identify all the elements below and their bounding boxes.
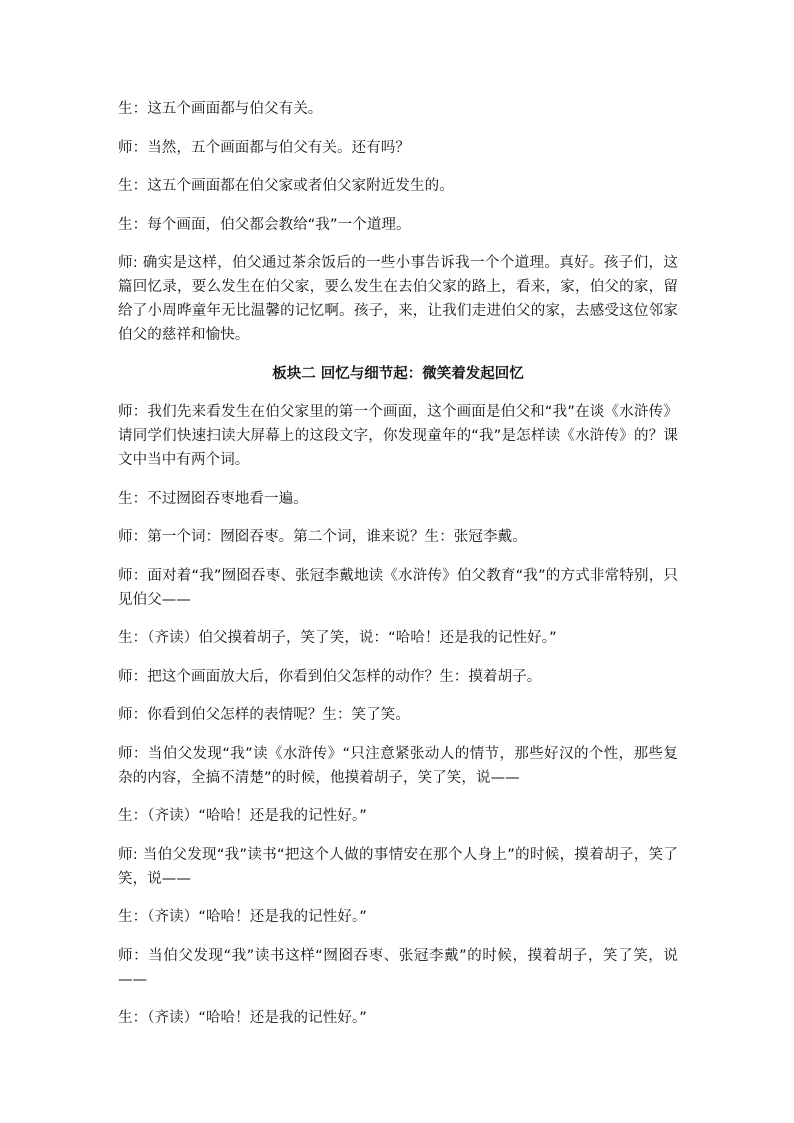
paragraph-1: 生：这五个画面都与伯父有关。	[118, 101, 323, 117]
paragraph-14: 生：（齐读）“哈哈！还是我的记性好。”	[118, 808, 367, 824]
paragraph-15: 师: 当伯父发现“我”读书“把这个人做的事情安在那个人身上”的时候，摸着胡子，笑了笑，说——	[118, 846, 678, 887]
paragraph-18: 生：（齐读）“哈哈！还是我的记性好。”	[118, 1010, 367, 1026]
paragraph-6: 师：我们先来看发生在伯父家里的第一个画面，这个画面是伯父和“我”在谈《水浒传》请同学们快速扫读大屏幕上的这段文字，你发现童年的“我”是怎样读《水浒传》的？课文中当中有两个词。	[118, 404, 678, 468]
section-heading: 板块二 回忆与细节起：微笑着发起回忆	[272, 365, 524, 382]
paragraph-5: 师: 确实是这样，伯父通过茶余饭后的一些小事告诉我一个个道理。真好。孩子们，这篇回忆录，要么发生在伯父家，要么发生在去伯父家的路上，看来，家，伯父的家，留给了小周晔童年无比温馨的记忆啊。孩子，来，让我们走进伯父的家，去感受这位邻家伯父的慈祥和愉快。	[118, 255, 678, 343]
paragraph-3: 生：这五个画面都在伯父家或者伯父家附近发生的。	[118, 178, 454, 194]
paragraph-12: 师：你看到伯父怎样的表情呢？生：笑了笑。	[118, 707, 410, 723]
paragraph-17: 师：当伯父发现“我”读书这样“囫囵吞枣、张冠李戴”的时候，摸着胡子，笑了笑，说——	[118, 947, 678, 988]
paragraph-8: 师：第一个词：囫囵吞枣。第二个词，谁来说？生：张冠李戴。	[118, 529, 527, 545]
paragraph-11: 师：把这个画面放大后，你看到伯父怎样的动作？生：摸着胡子。	[118, 668, 542, 685]
paragraph-2: 师：当然，五个画面都与伯父有关。还有吗？	[118, 139, 410, 156]
paragraph-4: 生：每个画面，伯父都会教给“我”一个道理。	[118, 216, 411, 233]
paragraph-10: 生：（齐读）伯父摸着胡子，笑了笑，说：“哈哈！还是我的记性好。”	[118, 630, 557, 646]
paragraph-9: 师：面对着“我”囫囵吞枣、张冠李戴地读《水浒传》伯父教育“我”的方式非常特别，只见伯父——	[118, 567, 678, 608]
paragraph-16: 生：（齐读）“哈哈！还是我的记性好。”	[118, 909, 367, 925]
document-body	[118, 97, 678, 1045]
paragraph-13: 师：当伯父发现“我”读《水浒传》“只注意紧张动人的情节，那些好汉的个性，那些复杂的内容，全搞不清楚”的时候，他摸着胡子，笑了笑，说——	[118, 745, 678, 786]
paragraph-7: 生：不过囫囵吞枣地看一遍。	[118, 490, 308, 507]
